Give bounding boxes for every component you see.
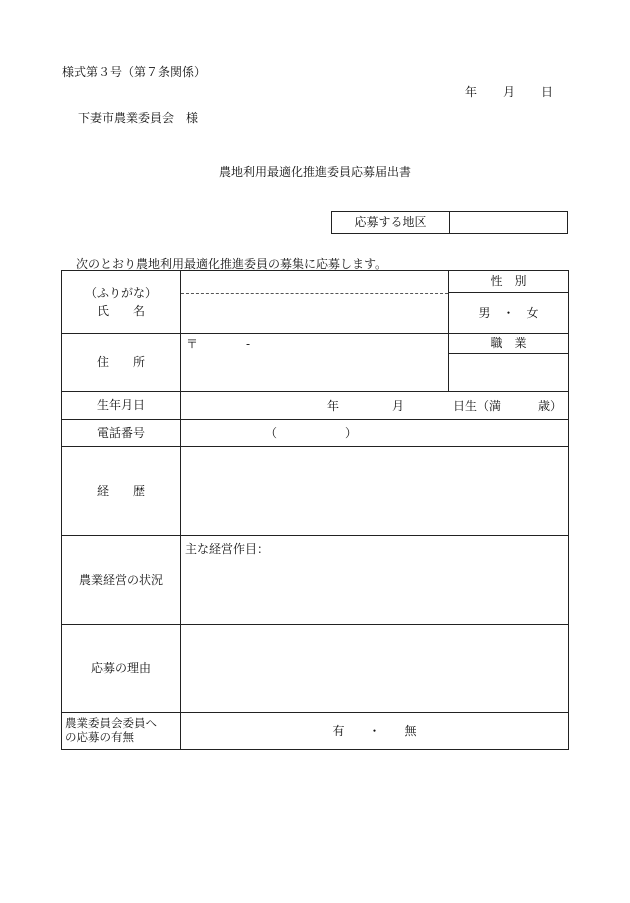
furigana-label: （ふりがな） [84,285,157,300]
district-box [331,211,568,234]
district-label: 応募する地区 [332,212,450,233]
committee-options[interactable]: 有 ・ 無 [181,713,569,750]
committee-label-cell [62,713,181,750]
occupation-input[interactable] [449,354,569,392]
date-day-label: 日 [541,85,554,99]
gender-label: 性 別 [449,271,569,293]
phone-label: 電話番号 [62,420,181,447]
intro-text: 次のとおり農地利用最適化推進委員の募集に応募します。 [76,257,388,271]
birthdate-input-cell[interactable] [181,392,569,420]
reason-input[interactable] [181,625,569,713]
application-form-table [61,270,569,750]
district-input[interactable] [450,212,567,233]
main-crop-label: 主な経営作目： [185,542,270,556]
furigana-divider [181,293,448,294]
committee-label-line2: の応募の有無 [65,730,134,744]
birth-day-age-label: 日生（満 [453,399,502,413]
birth-year-label: 年 [327,399,340,413]
date-year-label: 年 [465,85,478,99]
birth-age-close: 歳） [538,399,563,413]
birth-month-label: 月 [392,399,405,413]
name-input-cell[interactable] [181,271,449,334]
committee-label-line1: 農業委員会委員へ [65,716,157,731]
occupation-label: 職 業 [449,334,569,354]
name-label: 氏 名 [96,304,145,318]
form-number: 様式第３号（第７条関係） [62,65,207,79]
gender-options[interactable]: 男 ・ 女 [449,293,569,334]
reason-label: 応募の理由 [62,625,181,713]
document-title: 農地利用最適化推進委員応募届出書 [218,165,411,179]
phone-paren-open: （ [265,426,278,440]
birthdate-label: 生年月日 [62,392,181,420]
name-label-cell [62,271,181,334]
career-label: 経 歴 [62,447,181,536]
addressee: 下妻市農業委員会 様 [78,111,199,125]
postal-mark: 〒 - [186,337,251,351]
farming-label: 農業経営の状況 [62,536,181,625]
career-input[interactable] [181,447,569,536]
phone-paren-close: ） [345,426,358,440]
farming-input-cell[interactable] [181,536,569,625]
phone-input-cell[interactable] [181,420,569,447]
address-input-cell[interactable] [181,334,449,392]
address-label: 住 所 [62,334,181,392]
date-month-label: 月 [503,85,516,99]
